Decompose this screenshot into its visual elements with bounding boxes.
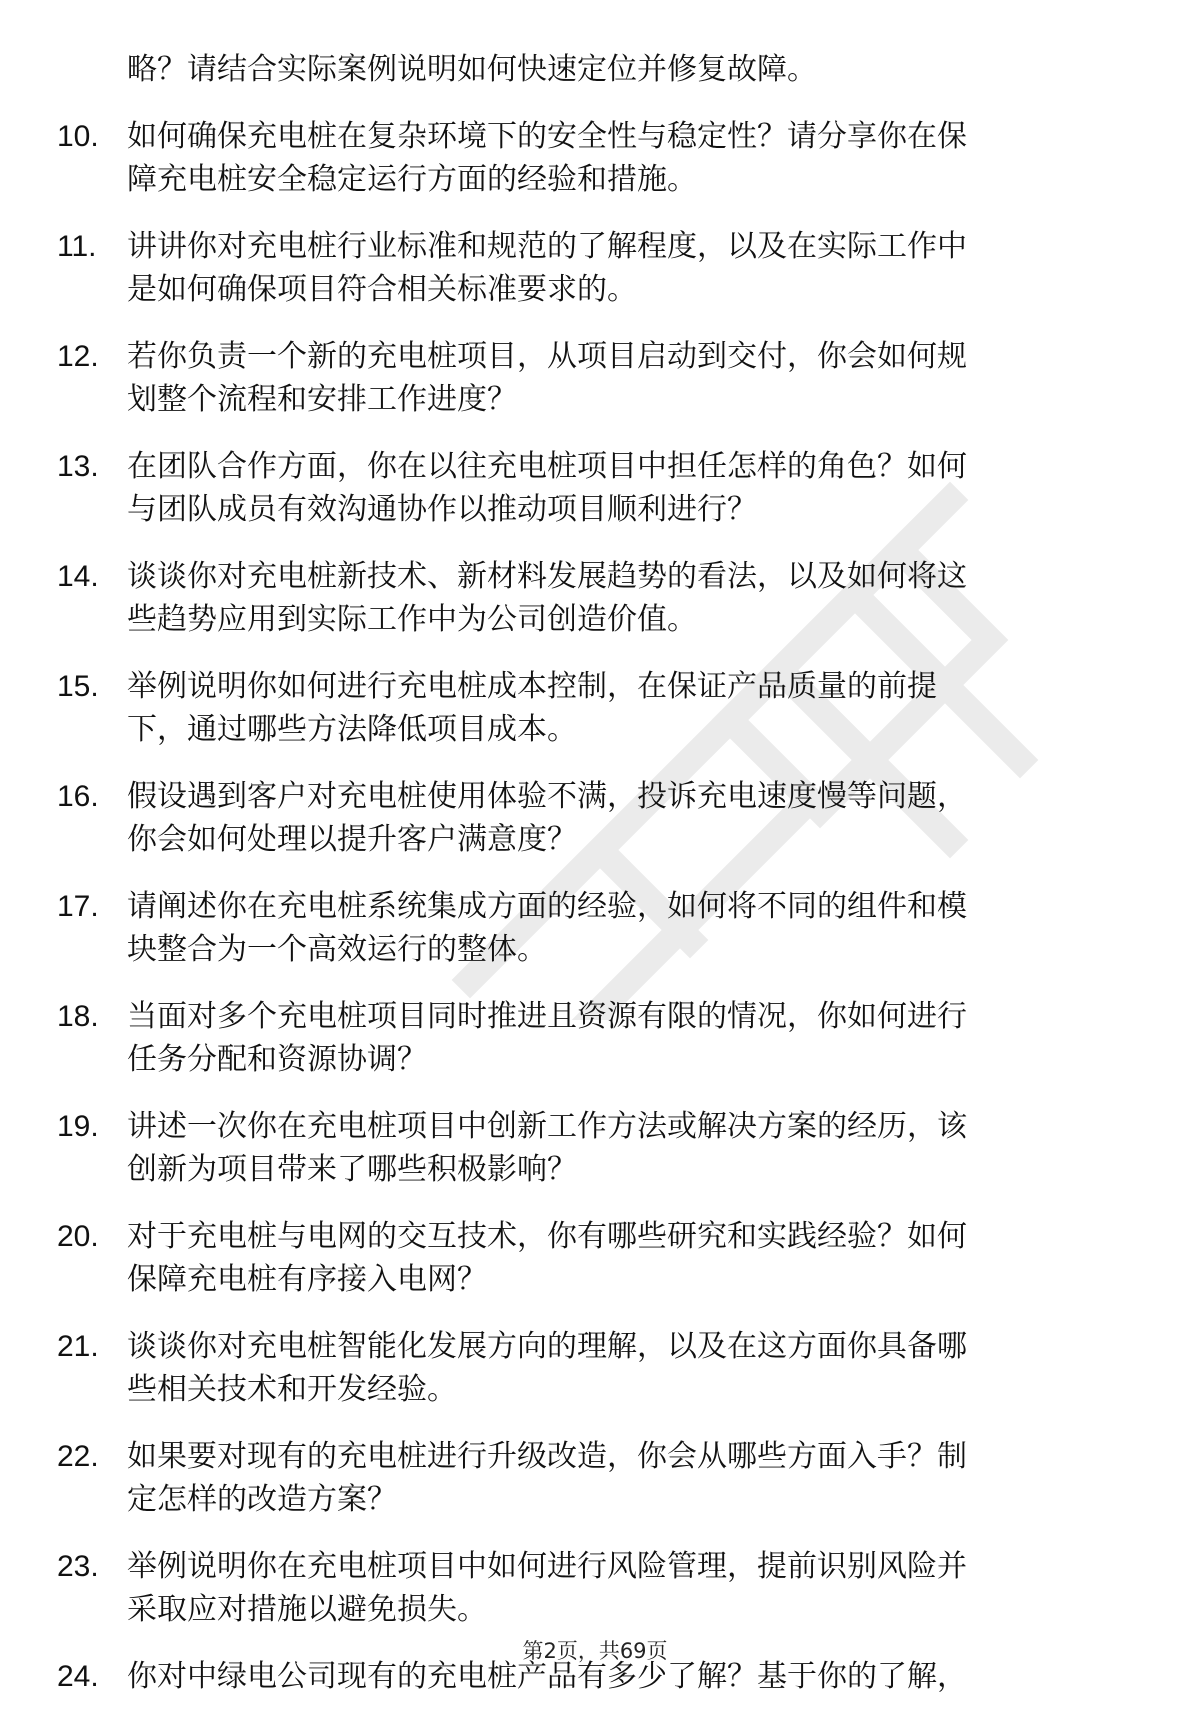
question-number: 21. — [57, 1330, 99, 1363]
question-text-line: 些趋势应用到实际工作中为公司创造价值。 — [127, 602, 697, 637]
question-item — [57, 445, 1117, 531]
question-text-line: 障充电桩安全稳定运行方面的经验和措施。 — [127, 162, 697, 197]
question-text-line: 如果要对现有的充电桩进行升级改造，你会从哪些方面入手？制 — [127, 1439, 967, 1474]
question-item — [57, 555, 1117, 641]
question-text-line: 创新为项目带来了哪些积极影响？ — [127, 1152, 577, 1187]
question-text-line: 采取应对措施以避免损失。 — [127, 1592, 487, 1627]
question-number: 17. — [57, 890, 99, 923]
question-text — [127, 335, 1117, 421]
question-item — [57, 665, 1117, 751]
question-number: 19. — [57, 1110, 99, 1143]
question-number: 12. — [57, 340, 99, 373]
question-text-line: 与团队成员有效沟通协作以推动项目顺利进行？ — [127, 492, 757, 527]
question-item — [57, 1545, 1117, 1631]
question-number: 22. — [57, 1440, 99, 1473]
question-item — [57, 335, 1117, 421]
question-item — [57, 775, 1117, 861]
question-item — [57, 1325, 1117, 1411]
question-text-line: 下，通过哪些方法降低项目成本。 — [127, 712, 577, 747]
question-text-line: 当面对多个充电桩项目同时推进且资源有限的情况，你如何进行 — [127, 999, 967, 1034]
question-item — [57, 1215, 1117, 1301]
question-item — [57, 995, 1117, 1081]
question-number: 14. — [57, 560, 99, 593]
question-text — [127, 1215, 1117, 1301]
question-number: 24. — [57, 1660, 99, 1693]
question-text-line: 块整合为一个高效运行的整体。 — [127, 932, 547, 967]
question-text-line: 定怎样的改造方案？ — [127, 1482, 397, 1517]
question-text-line: 在团队合作方面，你在以往充电桩项目中担任怎样的角色？如何 — [127, 449, 967, 484]
question-text-line: 你对中绿电公司现有的充电桩产品有多少了解？基于你的了解， — [127, 1659, 967, 1694]
page-number-footer: 第2页，共69页 — [522, 1639, 668, 1663]
question-text — [127, 225, 1117, 311]
question-text-line: 如何确保充电桩在复杂环境下的安全性与稳定性？请分享你在保 — [127, 119, 967, 154]
question-item — [57, 1105, 1117, 1191]
question-text — [127, 995, 1117, 1081]
question-text — [127, 775, 1117, 861]
question-text — [127, 1325, 1117, 1411]
question-text-line: 划整个流程和安排工作进度？ — [127, 382, 517, 417]
question-text-line: 若你负责一个新的充电桩项目，从项目启动到交付，你会如何规 — [127, 339, 967, 374]
question-text — [127, 1435, 1117, 1521]
question-text-line: 你会如何处理以提升客户满意度？ — [127, 822, 577, 857]
question-text — [127, 665, 1117, 751]
question-text-line: 些相关技术和开发经验。 — [127, 1372, 457, 1407]
question-text-line: 对于充电桩与电网的交互技术，你有哪些研究和实践经验？如何 — [127, 1219, 967, 1254]
question-text — [127, 115, 1117, 201]
question-item — [57, 1435, 1117, 1521]
question-text-line: 讲讲你对充电桩行业标准和规范的了解程度，以及在实际工作中 — [127, 229, 967, 264]
question-number: 23. — [57, 1550, 99, 1583]
question-text-line: 保障充电桩有序接入电网？ — [127, 1262, 487, 1297]
question-text-line: 举例说明你如何进行充电桩成本控制，在保证产品质量的前提 — [127, 669, 937, 704]
question-number: 11. — [57, 230, 97, 263]
question-text — [127, 1105, 1117, 1191]
question-text-line: 举例说明你在充电桩项目中如何进行风险管理，提前识别风险并 — [127, 1549, 967, 1584]
question-number: 18. — [57, 1000, 99, 1033]
question-item — [57, 225, 1117, 311]
question-item — [57, 885, 1117, 971]
question-text-line: 假设遇到客户对充电桩使用体验不满，投诉充电速度慢等问题， — [127, 779, 967, 814]
question-text-line: 任务分配和资源协调？ — [127, 1042, 427, 1077]
question-list — [57, 48, 1117, 1722]
question-text-line: 是如何确保项目符合相关标准要求的。 — [127, 272, 637, 307]
question-text — [127, 885, 1117, 971]
question-text-line: 讲述一次你在充电桩项目中创新工作方法或解决方案的经历，该 — [127, 1109, 967, 1144]
question-number: 16. — [57, 780, 99, 813]
question-number: 13. — [57, 450, 99, 483]
question-number: 10. — [57, 120, 99, 153]
question-text-line: 谈谈你对充电桩新技术、新材料发展趋势的看法，以及如何将这 — [127, 559, 967, 594]
question-item — [57, 115, 1117, 201]
question-text — [127, 445, 1117, 531]
question-text-line: 请阐述你在充电桩系统集成方面的经验，如何将不同的组件和模 — [127, 889, 967, 924]
question-number: 15. — [57, 670, 99, 703]
question-text — [127, 1545, 1117, 1631]
question-number: 20. — [57, 1220, 99, 1253]
question-text-line: 谈谈你对充电桩智能化发展方向的理解，以及在这方面你具备哪 — [127, 1329, 967, 1364]
continued-question-text: 略？请结合实际案例说明如何快速定位并修复故障。 — [127, 52, 817, 87]
question-text — [127, 555, 1117, 641]
